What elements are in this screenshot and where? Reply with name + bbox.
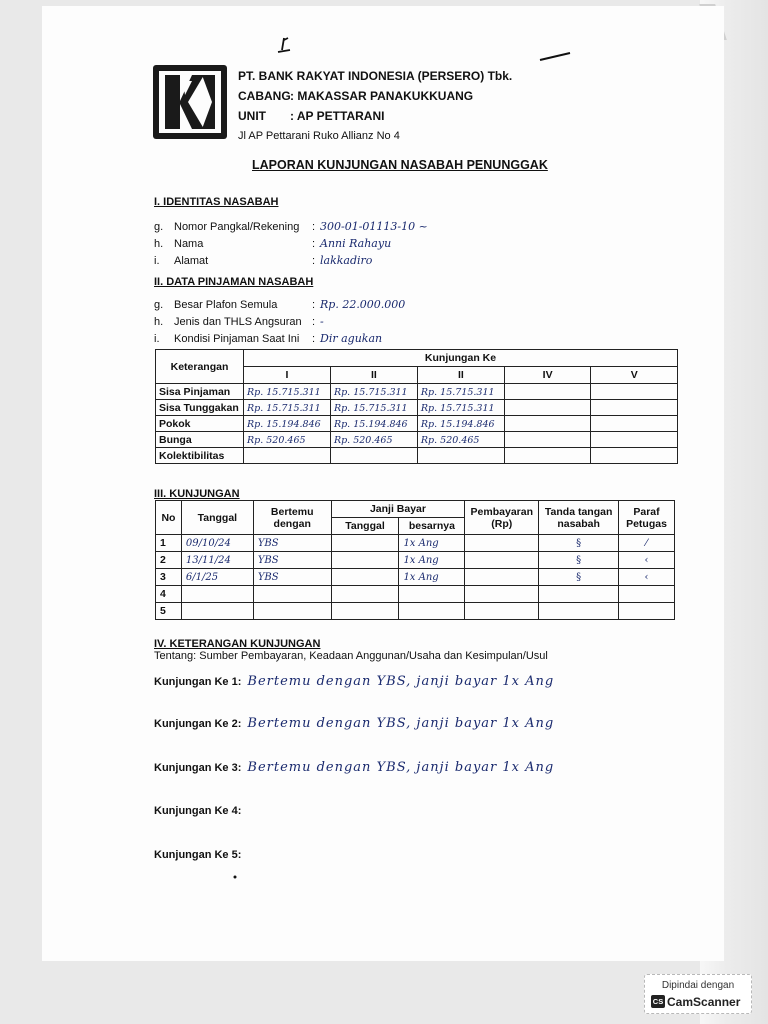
table-row: Sisa Pinjaman Rp. 15.715.311 Rp. 15.715.311 Rp. 15.715.311	[156, 384, 678, 400]
signature-mark: §	[576, 554, 582, 566]
ink-dot	[232, 874, 238, 880]
section-keterangan-heading: IV. KETERANGAN KUNJUNGAN	[154, 638, 321, 650]
pen-mark-top	[276, 36, 292, 58]
field-alamat: i. Alamat : lakkadiro	[154, 254, 373, 267]
visit-table	[155, 500, 675, 620]
table-row: 5	[156, 603, 675, 620]
visit-note-1: Kunjungan Ke 1: Bertemu dengan YBS, janji bayar 1x Ang	[154, 674, 555, 689]
table-row: Bunga Rp. 520.465 Rp. 520.465 Rp. 520.465	[156, 432, 678, 448]
paraf-mark: ‹	[644, 554, 649, 566]
field-jenis-angsuran: h. Jenis dan THLS Angsuran : -	[154, 315, 324, 328]
table-row: 3 6/1/25 YBS 1x Ang § ‹	[156, 569, 675, 586]
visit-note-3: Kunjungan Ke 3: Bertemu dengan YBS, janji bayar 1x Ang	[154, 760, 555, 775]
kondisi-pinjaman-value: Dir agukan	[320, 332, 383, 345]
header-visit-4: IV	[504, 367, 591, 384]
loan-table	[155, 349, 678, 464]
unit-row	[238, 106, 512, 126]
section-kunjungan-heading: III. KUNJUNGAN	[154, 488, 240, 500]
plafon-value: Rp. 22.000.000	[320, 298, 406, 311]
unit-value: : AP PETTARANI	[290, 109, 385, 123]
header-janji-bayar: Janji Bayar	[331, 501, 465, 518]
keterangan-subtitle: Tentang: Sumber Pembayaran, Keadaan Anggunan/Usaha dan Kesimpulan/Usul	[154, 650, 548, 662]
header-visit-3: II	[417, 367, 504, 384]
header-no: No	[156, 501, 182, 535]
alamat-value: lakkadiro	[320, 254, 373, 267]
visit-note-4: Kunjungan Ke 4:	[154, 805, 242, 817]
field-kondisi-pinjaman: i. Kondisi Pinjaman Saat Ini : Dir agukan	[154, 332, 383, 345]
field-nama: h. Nama : Anni Rahayu	[154, 237, 392, 250]
section-pinjaman-heading: II. DATA PINJAMAN NASABAH	[154, 276, 314, 288]
paraf-mark: ⁄	[645, 537, 648, 549]
table-row: 4	[156, 586, 675, 603]
camscanner-badge	[644, 974, 752, 1014]
bank-header	[238, 66, 512, 146]
header-janji-tanggal: Tanggal	[331, 518, 399, 535]
page-title: LAPORAN KUNJUNGAN NASABAH PENUNGGAK	[252, 158, 548, 172]
header-keterangan: Keterangan	[156, 350, 244, 384]
table-row: Kolektibilitas	[156, 448, 678, 464]
header-pembayaran: Pembayaran (Rp)	[465, 501, 539, 535]
scanner-caption: Dipindai dengan	[661, 980, 735, 991]
table-row: 2 13/11/24 YBS 1x Ang § ‹	[156, 552, 675, 569]
branch-address: Jl AP Pettarani Ruko Allianz No 4	[238, 130, 400, 142]
field-nomor-rekening: g. Nomor Pangkal/Rekening : 300-01-01113-10 ~	[154, 220, 428, 233]
header-tanggal: Tanggal	[181, 501, 253, 535]
paraf-mark: ‹	[644, 571, 649, 583]
camscanner-logo-icon: CS	[652, 997, 664, 1006]
header-tanda-tangan: Tanda tangan nasabah	[539, 501, 619, 535]
cabang-row	[238, 86, 512, 106]
nomor-rekening-value: 300-01-01113-10 ~	[320, 220, 428, 233]
table-row: Sisa Tunggakan Rp. 15.715.311 Rp. 15.715.311 Rp. 15.715.311	[156, 400, 678, 416]
visit-note-2: Kunjungan Ke 2: Bertemu dengan YBS, janji bayar 1x Ang	[154, 716, 555, 731]
signature-mark: §	[576, 571, 582, 583]
document-page	[42, 6, 724, 961]
cabang-value: : MAKASSAR PANAKUKKUANG	[290, 89, 474, 103]
header-visit-5: V	[591, 367, 678, 384]
field-plafon: g. Besar Plafon Semula : Rp. 22.000.000	[154, 298, 406, 311]
header-kunjungan-ke: Kunjungan Ke	[243, 350, 677, 367]
unit-label: UNIT	[238, 109, 266, 123]
header-bertemu: Bertemu dengan	[253, 501, 331, 535]
company-name: PT. BANK RAKYAT INDONESIA (PERSERO) Tbk.	[238, 69, 513, 83]
header-janji-besarnya: besarnya	[399, 518, 465, 535]
section-identitas-heading: I. IDENTITAS NASABAH	[154, 196, 279, 208]
table-row: Pokok Rp. 15.194.846 Rp. 15.194.846 Rp. 15.194.846	[156, 416, 678, 432]
signature-mark: §	[576, 537, 582, 549]
header-visit-2: II	[330, 367, 417, 384]
table-row: 1 09/10/24 YBS 1x Ang § ⁄	[156, 535, 675, 552]
header-paraf: Paraf Petugas	[619, 501, 675, 535]
nama-value: Anni Rahayu	[320, 237, 392, 250]
jenis-angsuran-value: -	[320, 315, 324, 328]
scanner-brand: CamScanner	[667, 995, 741, 1009]
visit-note-5: Kunjungan Ke 5:	[154, 849, 242, 861]
pen-stroke-top-right	[538, 50, 574, 64]
cabang-label: CABANG	[238, 89, 291, 103]
bri-logo	[152, 64, 228, 140]
header-visit-1: I	[243, 367, 330, 384]
